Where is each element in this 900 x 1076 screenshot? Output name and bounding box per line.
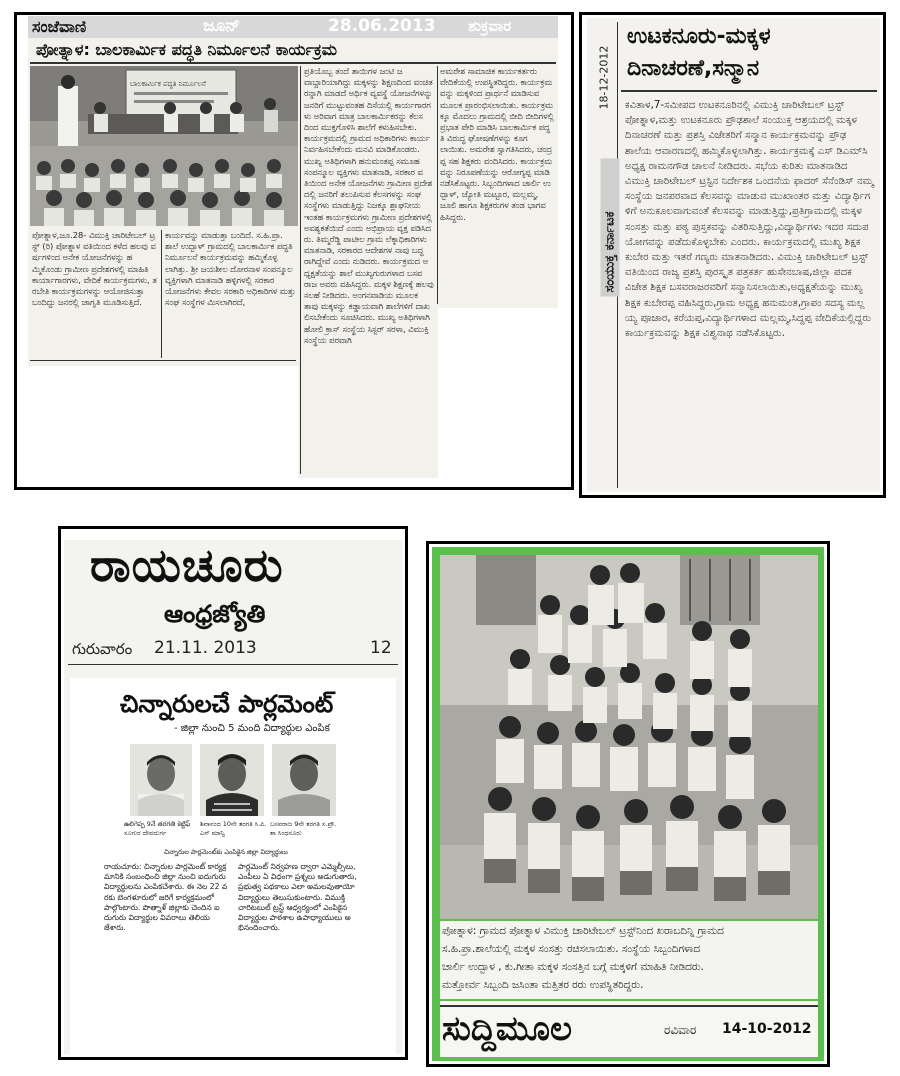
masthead-rule [440, 1005, 818, 1007]
article-column-4: ಅಮರೇಶ ಸಾಮಾಜಿಕ ಕಾರ್ಯಕರ್ತರು ವೇದಿಕೆಯಲ್ಲಿ ಉಪಸ್ಥಿತರಿದ್ದರು. ಕಾರ್ಯಕ್ರಮವನ್ನು ಮಕ್ಕಳಿಂದ ಪ್ರಾರ್ಥನೆ ಮಾಡಿಸುವ ಮೂಲಕ ಪ್ರಾರಂಭಿಸಲಾಯಿತು. ಕಾರ್ಯಕ್ರಮಕ್ಕೂ ಮೊದಲು ಗ್ರಾಮದಲ್ಲಿ ಬೀದಿ ಬೀದಿಗಳಲ್ಲಿ ಪ್ರಭಾತ ಪೇರಿ ಮಾಡಿಸಿ ಬಾಲಕಾರ್ಮಿಕ ಪದ್ಧತಿ ವಿರುದ್ಧ ಘೋಷಣೆಗಳನ್ನು ಕೂಗಲಾಯಿತು. ಅಮರೇಶ ಸ್ವಾಗತಿಸಿದರು, ಚಂದ್ರಪ್ಪ ಸಹ ಶಿಕ್ಷಕರು ವಂದಿಸಿದರು. ಕಾರ್ಯಕ್ರಮವನ್ನು ನಿರೂಪಣೆಯನ್ನು ಆರೋಗ್ಯಪ್ಪ ಮಾಡಿ ನಡೆಸಿಕೊಟ್ಟರು. ಸಿಬ್ಬಂದಿಗಳಾದ ಚಾರ್ಲಿ ಉದ್ಬಾಳ್, ಜ್ಯೋತಿ ಮಟ್ಟೂರ, ಮಲ್ಲಮ್ಮ, ಜೂಲಿ ಹಾಗೂ ಶಿಕ್ಷಕರುಗಳ ತಂಡ ಭಾಗವಹಿಸಿದ್ದರು. [440, 66, 554, 222]
vertical-masthead: ಸಂಯುಕ್ತ ಕರ್ನಾಟಕ [601, 159, 620, 297]
clipping-sanjevani-paper [28, 16, 558, 478]
issue-date: 14-10-2012 [722, 1021, 812, 1037]
clipping-samyukta-paper [587, 18, 880, 492]
clipping-cut-area-right [438, 308, 558, 478]
group-photo [440, 555, 818, 919]
headline-rule [30, 62, 556, 64]
masthead-month: ಜೂನ್ [203, 16, 241, 36]
issue-page: 12 [370, 638, 392, 658]
issue-date: 21.11. 2013 [154, 638, 257, 658]
photo-caption: చిన్నారుల పార్లమెంట్‌కు ఎంపికైన జిల్లా విద్యార్థులు [164, 848, 288, 856]
student-caption-1: ఉలిగెప్ప 9నే తరగతి కెట్టిఫ్ ಸೂಗುರ ದೇವದುರ್ಗ [124, 820, 191, 837]
headline: చిన్నారులచే పార్లమెంట్ [120, 690, 334, 718]
column-divider-2 [300, 66, 301, 474]
student-photo-3 [272, 744, 336, 816]
headline: ಪೋತ್ನಾಳ: ಬಾಲಕಾರ್ಮಿಕ ಪದ್ಧತಿ ನಿರ್ಮೂಲನೆ ಕಾರ್ಯಕ್ರಮ [36, 40, 337, 59]
headline-line-2: ದಿನಾಚರಣೆ,ಸನ್ಮಾನ [627, 56, 760, 81]
student-caption-2: ಶಿವಾನಂದ 10ನೇ ತರಗತಿ ಸಿ.ಪಿ.ಎಸ್ ಮಾನ್ವಿ [200, 820, 267, 837]
event-photo [30, 66, 298, 226]
masthead-logo: ಸಂಜೆವಾಣಿ [32, 17, 87, 36]
clipping-andhra-paper [64, 540, 402, 1054]
article-body: ಕವಿತಾಳ,7-ಸಮೀಪದ ಉಟಕನೂರಿನಲ್ಲಿ ವಿಮುಕ್ತಿ ಚಾರಿಟೇಬಲ್ ಟ್ರಸ್ಟ್ ಪೋತ್ನಾಳ,ಮತ್ತು ಉಟಕನೂರು ಪ್ರೌಢಶಾಲೆ ಸಂಯುಕ್ತ ಆಶ್ರಯದಲ್ಲಿ ಮಕ್ಕಳ ದಿನಾಚರಣೆ ಮತ್ತು ಪ್ರಶಸ್ತಿ ವಿಜೇತರಿಗೆ ಸನ್ಮಾನ ಕಾರ್ಯಕ್ರಮವನ್ನು ಪ್ರೌಢ ಶಾಲೆಯ ಆವಾರಣದಲ್ಲಿ ಹಮ್ಮಿಕೊಳ್ಳಲಾಗಿತ್ತು. ಕಾರ್ಯಕ್ರಮಕ್ಕೆ ಎಸ್ ಡಿಎಮ್‌ಸಿ ಅಧ್ಯಕ್ಷ ರಾಮನಗೌಡ ಚಾಲನೆ ನೀಡಿದರು. ಸಭೆಯ ಕುರಿತು ಮಾತನಾಡಿದ ವಿಮುಕ್ತಿ ಚಾರಿಟೇಬಲ್ ಟ್ರಸ್ಟಿನ ನಿರ್ದೇಶಕ ಒಂದನೆಯ ಫಾದರ್ ಸೆನೆಂಡಿಸ್ ನಮ್ಮ ಸಂಸ್ಥೆಯ ಜನಪರವಾದ ಕೆಲಸವನ್ನು ಮಾಡುವ ಮುಖಾಂತರ ಮತ್ತು ವಿದ್ಯಾರ್ಥಿಗಳಿಗೆ ಅನುಕೂಲವಾಗುವಂತೆ ಕೆಲಸವನ್ನು ಮಾಡುತ್ತಿದ್ದು,ಪ್ರತಿಗ್ರಾಮದಲ್ಲಿ ಮಕ್ಕಳ ಸಂಸತ್ತು ಮತ್ತು ಪಠ್ಯ ಪುಸ್ತಕವನ್ನು ವಿತರಿಸುತ್ತಿದ್ದು,ವಿದ್ಯಾರ್ಥಿಗಳು ಇದರ ಸದುಪಯೋಗವನ್ನು ಪಡೆದುಕೊಳ್ಳಬೇಕು ಎಂದರು. ಕಾರ್ಯಕ್ರಮದಲ್ಲಿ ಮುಖ್ಯ ಶಿಕ್ಷಕ ಕುಬೇರ ಮತ್ತು ಇತರೆ ಗಣ್ಯರು ಮಾತನಾಡಿದರು. ವಿಮುಕ್ತಿ ಚಾರಿಟೇಬಲ್ ಟ್ರಸ್ಟ್ ವತಿಯಿಂದ ರಾಜ್ಯ ಪ್ರಶಸ್ತಿ ಪುರಸ್ಕೃತ ಪತ್ರಕರ್ತ ಹುಸೇನಬಾಷ,ಜಿಲ್ಲಾ ಪದಕ ವಿಜೇತ ಶಿಕ್ಷಕ ಬಸವರಾಜರವರಿಗೆ ಸನ್ಮಾನಿಸಲಾಯಿತು,ಅಧ್ಯಕ್ಷತೆಯನ್ನು ಮುಖ್ಯ ಶಿಕ್ಷಕ ಕುಬೇರಪ್ಪ ವಹಿಸಿದ್ದರು,ಗ್ರಾಮ ಅಧ್ಯಕ್ಷ ಹನುಮಂತ,ಗ್ರಾಪಂ ಸದಸ್ಯ ಮಲ್ಲಯ್ಯ ಪೂಜಾರ, ಕರೆಯಪ್ಪ,ವಿದ್ಯಾರ್ಥಿಗಳಾದ ಮಲ್ಲಮ್ಮ,ಸಿದ್ದಪ್ಪ ವೇದಿಕೆಯಲ್ಲಿದ್ದರು ಕಾರ್ಯಕ್ರಮವನ್ನು ಶಿಕ್ಷಕ ವಿಶ್ವನಾಥ ನಡೆಸಿಕೊಟ್ಟರು. [625, 100, 874, 340]
masthead-date: 28.06.2013 [328, 16, 436, 36]
article-caption-column: ಪೋತ್ನಾಳ,ಜೂ.28- ವಿಮುಕ್ತಿ ಚಾರಿಟೇಬಲ್ ಟ್ರಸ್ಟ್ (ರಿ) ಪೋತ್ನಾಳ ವತಿಯಿಂದ ಕಳೆದ ಹಲವು ವರ್ಷಗಳಿಂದ ಅನೇಕ ಯೋಜನೆಗಳನ್ನು ಹಮ್ಮಿಕೊಂಡು ಗ್ರಾಮೀಣ ಪ್ರದೇಶಗಳಲ್ಲಿ ಮಾಹಿತಿ ಕಾರ್ಯಾಗಾರಗಳು, ವೇದಿಕೆ ಕಾರ್ಯಕ್ರಮಗಳು, ತರಬೇತಿ ಕಾರ್ಯಕ್ರಮಗಳನ್ನು ಆಯೋಜಿಸುತ್ತಾ ಬಂದಿದ್ದು ಜನರಲ್ಲಿ ಜಾಗೃತಿ ಮೂಡಿಸುತ್ತಿದೆ. [32, 230, 157, 308]
headline-line-1: ಉಟಕನೂರು-ಮಕ್ಕಳ [627, 24, 771, 49]
caption-line-2: ಸ.ಹಿ.ಪ್ರಾ.ಶಾಲೆಯಲ್ಲಿ ಮಕ್ಕಳ ಸಂಸತ್ತು ರಚಿಸಲಾಯಿತು. ಸಂಸ್ಥೆಯ ಸಿಬ್ಬಂದಿಗಳಾದ [442, 943, 701, 955]
student-photo-1 [130, 744, 192, 816]
student-photo-2 [200, 744, 264, 816]
caption-line-4: ಮತ್ತೋರ್ವ ಸಿಬ್ಬಂದಿ ಜಸಿಂತಾ ಮತ್ತಿತರ ರರು ಉಪಸ್ಥಿತರಿದ್ದರು. [442, 979, 644, 991]
event-banner-text: ಬಾಲಕಾರ್ಮಿಕ ಪದ್ಧತಿ ನಿರ್ಮೂಲನೆ [130, 80, 206, 88]
article-column-1: రాయచూరు: చిన్నారుల పార్లమెంట్ కార్యక్రమానికి సంబంధించి జిల్లా నుంచి ఐదుగురు విద్యార్థులను ఎంపికచేశారు. ఈ నెల 22 వరకు బెంగళూరులో జరిగే కార్యక్రమంలో పాల్గొంటారు. పొత్నాళ్ జిల్లాకు చెందిన ఐదుగురు విద్యార్థుల వివరాలు తెలియజేశారు. [104, 862, 228, 933]
issue-day: ರವಿವಾರ [664, 1023, 697, 1037]
subhead: - జిల్లా నుంచి 5 మంది విద్యార్థుల ఎంపిక [174, 723, 330, 734]
vertical-date: 18-12-2012 [597, 45, 611, 110]
caption-line-3: ಚಾರ್ಲಿ ಉದ್ಬಾಳ , ಕು.ಗೀತಾ ಮಕ್ಕಳ ಸಂಸತ್ತಿನ ಬಗ್ಗೆ ಮಕ್ಕಳಿಗೆ ಮಾಹಿತಿ ನೀಡಿದರು. [442, 961, 704, 973]
masthead-paper: ఆంధ్రజ్యోతి [164, 600, 266, 628]
caption-line-1: ಪೋತ್ನಾಳ: ಗ್ರಾಮದ ಪೋತ್ನಾಳ ವಿಮುಕ್ತಿ ಚಾರಿಟೇಬಲ್ ಟ್ರಸ್ಟ್‌ನಿಂದ ಖರಾಬದಿನ್ನಿ ಗ್ರಾಮದ [442, 925, 724, 937]
column-bottom-rule [30, 360, 296, 361]
article-column-3: ಪ್ರತಿಯೊಬ್ಬ ತಂದೆ ತಾಯಿಗಳ ಜಂಟಿ ಜವಾಬ್ದಾರಿಯಾಗಿದ್ದು ಮಕ್ಕಳನ್ನು ಶಿಕ್ಷಣದಿಂದ ವಂಚಿತರನ್ನಾಗಿ ಮಾಡದೆ ಅರ್ಥಿಕ ವ್ಯವಸ್ಥೆ ಯೋಜನೆಗಳನ್ನು ಜನರಿಗೆ ಮುಟ್ಟುವಂತಹ ದಿಸೆಯಲ್ಲಿ ಕಾರ್ಯಗಾರಗಳು ಅರಿವಾಗ ಮಾತ್ರ ಬಾಲಕಾರ್ಮಿಕರನ್ನು ಕೆಲಸದಿಂದ ಮುಕ್ತಗೊಳಿಸಿ ಶಾಲೆಗೆ ಕಳುಹಿಸಬೇಕು. ಕಾರ್ಯಕ್ರಮದಲ್ಲಿ ಗ್ರಾಮದ ಅಧಿಕಾರಿಗಳು ಕಾರ್ಯನಿರ್ವಹಿಸಬೇಕೆಂದು ಮನವಿ ಮಾಡಿಕೊಂಡರು. ಮುಖ್ಯ ಅತಿಥಿಗಳಾಗಿ ಹನುಮಂತಪ್ಪ ಸಮೂಹ ಸಂಪನ್ಮೂಲ ವ್ಯಕ್ತಿಗಳು ಮಾತನಾಡಿ, ಸರಕಾರ ವತಿಯಿಂದ ಅನೇಕ ಯೋಜನೆಗಳು ಗ್ರಾಮೀಣ ಪ್ರದೇಶದಲ್ಲಿ ಜನರಿಗೆ ತಲುಪಿಸುವ ಕೆಲಸಗಳನ್ನು ಸಂಘ ಸಂಸ್ಥೆಗಳು ಮಾಡುತ್ತಿದ್ದು ನಿಜಕ್ಕೂ ಶ್ಲಾಘನೀಯ ಇಂತಹ ಕಾರ್ಯಕ್ರಮಗಳು ಗ್ರಾಮೀಣ ಪ್ರದೇಶಗಳಲ್ಲಿ ಅವಶ್ಯಕತೆಯಿದೆ ಎಂದು ಅಭಿಪ್ರಾಯ ವ್ಯಕ್ತ ಪಡಿಸಿದರು. ತಿಮ್ಮರೆಡ್ಡಿ ಪಾಟೀಲ ಗ್ರಾಮ ಲೆಕ್ಕಾಧಿಕಾರಿಗಳು ಮಾತನಾಡಿ, ಸರಕಾರದ ಆದೇಶಗಳ ನಾವು ಬದ್ಧರಾಗಿದ್ದೇವೆ ಎಂದು ನುಡಿದರು. ಕಾರ್ಯಕ್ರಮದ ಅಧ್ಯಕ್ಷತೆಯನ್ನು ಶಾಲೆ ಮುಖ್ಯಗುರುಗಳಾದ ಬಸವರಾಜ ಅವರು ವಹಿಸಿದ್ದರು. ಮಕ್ಕಳ ಶಿಕ್ಷಣಕ್ಕೆ ಹಲವು ಸಲಹೆ ನೀಡಿದರು. ಅಂಗನವಾಡಿಯ ಮೂಲಕ ತಾವು ಮಕ್ಕಳನ್ನು ಕಡ್ಡಾಯವಾಗಿ ಶಾಲೆಗಳಿಗೆ ದಾಖಲಿಸಬೇಕೆಂದು ಸೂಚಿಸಿದರು. ಮುಖ್ಯ ಅತಿಥಿಗಳಾಗಿ ಹೋಲಿ ಕ್ರಾಸ್ ಸಂಸ್ಥೆಯ ಸಿಸ್ಟರ್ ಸರಳಾ, ವಿಮುಕ್ತಿ ಸಂಸ್ಥೆಯ ಪರವಾಗಿ [304, 66, 434, 345]
masthead-day: ಶುಕ್ರವಾರ [468, 17, 512, 35]
masthead-city: ರಾಯಚೂರು [90, 540, 284, 592]
article-column-2: పార్లమెంట్ నిర్వహణ ద్వారా ఎమ్మెల్సీలు, ఎంపీలు ఏ విధంగా ప్రశ్నలు అడుగుతారు, ప్రభుత్వ పథకాలు ఎలా అమలవుతాయో విద్యార్థులు తెలుసుకుంటారు. విముక్తి చారిటబుల్ ట్రస్ట్ ఆధ్వర్యంలో ఎంపికైన విద్యార్థుల పాఠశాల ఉపాధ్యాయులు అభినందించారు. [238, 862, 357, 933]
clipping-cut-area [28, 366, 298, 478]
column-divider-3 [437, 66, 438, 304]
masthead-rule [68, 664, 398, 665]
masthead-paper: ಸುದ್ದಿಮೂಲ [442, 1009, 572, 1049]
article-column-2: ಕಾರ್ಯವನ್ನು ಮಾಡುತ್ತಾ ಬಂದಿದೆ. ಸ.ಹಿ.ಪ್ರಾ.ಶಾಲೆ ಉದ್ಬಾಳ್ ಗ್ರಾಮದಲ್ಲಿ ಬಾಲಕಾರ್ಮಿಕ ಪದ್ಧತಿ ನಿರ್ಮೂಲನೆ ಕಾರ್ಯಕ್ರಮವನ್ನು ಹಮ್ಮಿಕೊಳ್ಳಲಾಗಿತ್ತು. ಶ್ರೀ ಜಯಶೀಲ ದೋರನಾಳ ಸಂಪನ್ಮೂಲ ವ್ಯಕ್ತಿಗಳಾಗಿ ಮಾತನಾಡಿ ಹಳ್ಳಿಗಳಲ್ಲಿ ಸರಕಾರ ಯೋಜನೆಗಳು ಕೇವಲ ಸರಕಾರಿ ಅಧಿಕಾರಿಗಳ ಮತ್ತು ಸಂಘ ಸಂಸ್ಥೆಗಳ ಮಿಸಲಾಗಿರದೆ, [165, 230, 296, 308]
issue-weekday: గురువారం [72, 640, 133, 658]
clipping-suddimoola-paper [432, 547, 824, 1061]
student-caption-3: ಬಸವರಾಜ 9ನೇ ತರಗತಿ ಸ.ಪ್ರೌ.ಶಾ ಸಿಂಧನೂರು [270, 820, 337, 837]
headline-rule [621, 90, 877, 92]
column-divider-1 [161, 230, 162, 358]
